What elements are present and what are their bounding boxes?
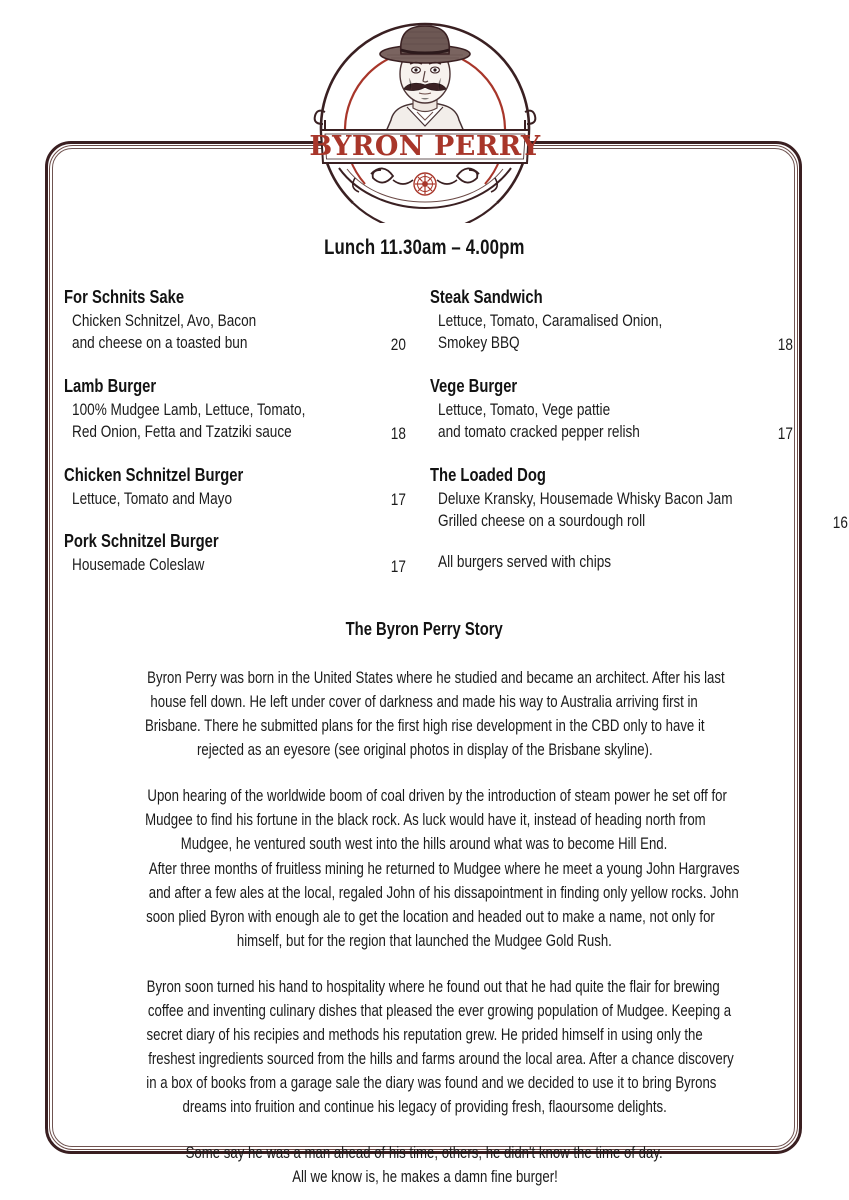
menu-item	[64, 529, 406, 576]
menu-item-price: 17	[390, 556, 406, 576]
menu-item-description: Housemade Coleslaw	[72, 555, 205, 575]
menu-item-name: Vege Burger	[429, 374, 517, 396]
menu-item-description: Lettuce, Tomato, Vege pattie and tomato cracked pepper relish	[437, 399, 640, 442]
menu-item-price: 18	[777, 334, 793, 354]
menu-item	[64, 285, 406, 355]
story-closing: Some say he was a man ahead of his time, others, he didn't know the time of day. All we know is, he makes a damn fine burger!	[186, 1144, 663, 1187]
lunch-hours	[0, 236, 849, 260]
menu-item	[64, 374, 406, 444]
menu-item-name: The Loaded Dog	[429, 463, 546, 485]
menu-item-price: 20	[390, 334, 406, 354]
menu-item-price: 18	[390, 423, 406, 443]
menu-item	[430, 285, 793, 355]
menu-item-description: Deluxe Kransky, Housemade Whisky Bacon Jam Grilled cheese on a sourdough roll	[437, 488, 733, 531]
rosette-ornament	[414, 173, 436, 195]
menu-item-name: Lamb Burger	[64, 374, 157, 396]
logo-wordmark: BYRON PERRY	[308, 131, 541, 162]
byron-perry-logo	[295, 8, 555, 223]
story-paragraph: Byron soon turned his hand to hospitality where he found out that he had quite the flair for brewing coffee and inventing culinary dishes that pleased the ever growing population of Mudgee. Keeping a secret diary of his recipies and methods his reputation grew. He prided himself in using only the freshest ingredients sourced from the hills and farms around the local area. After a chance discovery in a box of books from a garage sale the diary was found and we decided to use it to bring Byrons dreams into fruition and continue his legacy of providing fresh, flaoursome delights.	[145, 977, 734, 1117]
menu-columns	[64, 285, 848, 596]
menu-item-name: Pork Schnitzel Burger	[64, 530, 219, 552]
menu-item-description: Lettuce, Tomato, Caramalised Onion, Smokey BBQ	[437, 311, 662, 353]
menu-note: All burgers served with chips	[437, 551, 611, 571]
story-section	[0, 618, 849, 1189]
menu-item	[430, 374, 793, 444]
menu-column-right	[414, 285, 848, 596]
menu-item-price: 17	[390, 490, 406, 510]
story-paragraph: Upon hearing of the worldwide boom of coal driven by the introduction of steam power he set off for Mudgee to find his fortune in the black rock. As luck would have it, instead of heading north from Mudgee, he ventured south west into the hills around what was to become Hill End. After three months of fruitless mining he returned to Mudgee where he meet a young John Hargraves and after a few ales at the local, regaled John of his dissapointment in finding only yellow rocks. John soon plied Byron with enough ale to get the location and headed out to make a name, not only for himself, but for the region that launched the Mudgee Gold Rush.	[144, 787, 739, 950]
menu-item-description: 100% Mudgee Lamb, Lettuce, Tomato, Red Onion, Fetta and Tzatziki sauce	[72, 399, 306, 442]
menu-item-name: Steak Sandwich	[429, 286, 543, 307]
menu-column-left	[64, 285, 414, 596]
menu-item-name: For Schnits Sake	[64, 286, 185, 307]
menu-item-description: Lettuce, Tomato and Mayo	[72, 488, 233, 508]
menu-item-name: Chicken Schnitzel Burger	[64, 463, 244, 485]
menu-item	[64, 463, 406, 510]
story-paragraph: Byron Perry was born in the United States where he studied and became an architect. After his last house fell down. He left under cover of darkness and made his way to Australia arriving first in Brisbane. There he submitted plans for the first high rise development in the CBD only to have it rejected as an eyesore (see original photos in display of the Brisbane skyline).	[144, 669, 725, 760]
logo-container	[0, 0, 849, 230]
menu-item-price: 16	[832, 512, 848, 532]
menu-item-price: 17	[777, 423, 793, 443]
menu-item	[429, 463, 848, 533]
lunch-hours-text: Lunch 11.30am – 4.00pm	[324, 236, 525, 259]
story-title: The Byron Perry Story	[345, 618, 504, 639]
menu-item-description: Chicken Schnitzel, Avo, Bacon and cheese on a toasted bun	[72, 311, 257, 353]
